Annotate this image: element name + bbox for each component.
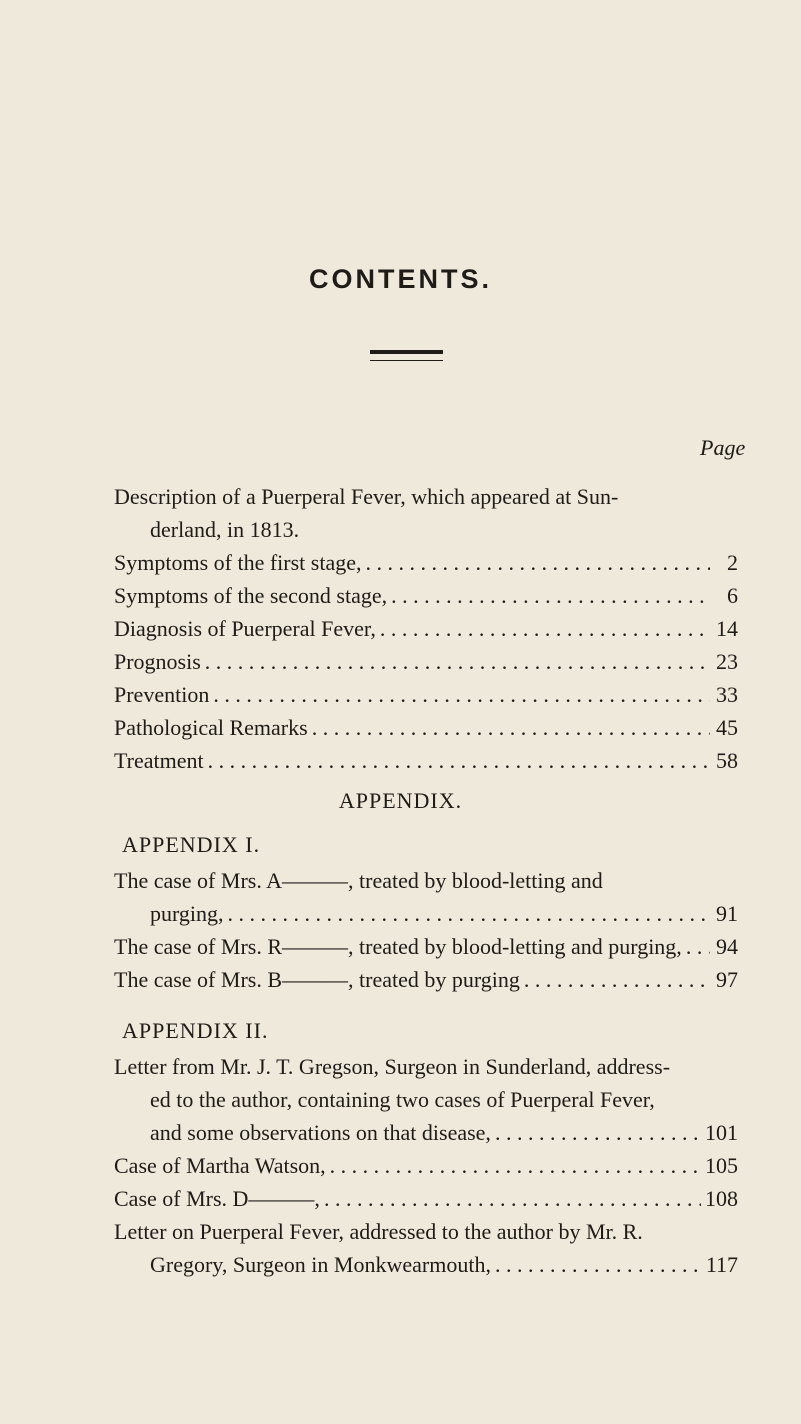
toc-entry [114,546,738,579]
toc-entry [114,612,738,645]
appendix-1-heading: APPENDIX I. [122,832,261,857]
entry-page-number: 101 [705,1120,738,1145]
appendix-heading: APPENDIX. [338,788,463,813]
entry-label: Case of Martha Watson, [114,1153,326,1178]
leader-dots [208,744,710,777]
leader-dots [495,1248,702,1281]
toc-entry [114,1215,738,1281]
entry-page-number: 105 [705,1153,738,1178]
toc-entry [114,930,738,963]
toc-entry [114,1182,738,1215]
entry-label: Pathological Remarks [114,715,308,740]
leader-dots [324,1182,701,1215]
leader-dots [205,645,710,678]
entry-page-number: 117 [705,1252,738,1277]
title-rule-thick [370,350,443,354]
leader-dots [380,612,710,645]
entry-label: Prevention [114,682,210,707]
toc-entry-description [114,480,738,546]
leader-dots [686,930,710,963]
entry-page-number: 23 [716,649,738,674]
toc-entry [114,864,738,930]
entry-label: Case of Mrs. D———, [114,1186,320,1211]
title-rule-thin [370,360,443,361]
entry-page-number: 94 [716,934,738,959]
entry-label: and some observations on that disease, [150,1120,491,1145]
leader-dots [228,897,710,930]
entry-text: The case of Mrs. A———, treated by blood-letting and [114,868,603,893]
toc-entry [114,744,738,777]
entry-page-number: 2 [727,550,738,575]
entry-text: Letter from Mr. J. T. Gregson, Surgeon in Sunderland, address- [114,1054,671,1079]
entry-text: derland, in 1813. [150,517,300,542]
leader-dots [330,1149,701,1182]
entry-text: Description of a Puerperal Fever, which appeared at Sun- [114,484,619,509]
toc-entry [114,678,738,711]
entry-text: ed to the author, containing two cases of Puerperal Fever, [150,1087,655,1112]
toc-entry [114,1149,738,1182]
leader-dots [312,711,710,744]
entry-label: purging, [150,901,224,926]
toc-entry [114,1050,738,1149]
entry-page-number: 91 [716,901,738,926]
leader-dots [213,678,710,711]
entry-label: Gregory, Surgeon in Monkwearmouth, [150,1252,491,1277]
entry-label: Prognosis [114,649,201,674]
entry-page-number: 58 [716,748,738,773]
toc-entry [114,645,738,678]
leader-dots [524,963,710,996]
entry-label: The case of Mrs. B———, treated by purging [114,967,520,992]
toc-entry [114,963,738,996]
entry-page-number: 45 [716,715,738,740]
entry-page-number: 108 [705,1186,738,1211]
toc-entry [114,579,738,612]
leader-dots [365,546,710,579]
page-title: CONTENTS. [308,264,492,294]
leader-dots [495,1116,701,1149]
entry-page-number: 97 [716,967,738,992]
entry-label: The case of Mrs. R———, treated by blood-letting and purging, [114,934,682,959]
entry-page-number: 33 [716,682,738,707]
appendix-2-heading: APPENDIX II. [122,1018,269,1043]
entry-page-number: 6 [727,583,738,608]
entry-text: Letter on Puerperal Fever, addressed to the author by Mr. R. [114,1219,643,1244]
entry-label: Treatment [114,748,204,773]
entry-label: Diagnosis of Puerperal Fever, [114,616,376,641]
page-column-label: Page [700,435,746,460]
entry-page-number: 14 [716,616,738,641]
leader-dots [391,579,710,612]
entry-label: Symptoms of the first stage, [114,550,362,575]
entry-label: Symptoms of the second stage, [114,583,388,608]
toc-entry [114,711,738,744]
